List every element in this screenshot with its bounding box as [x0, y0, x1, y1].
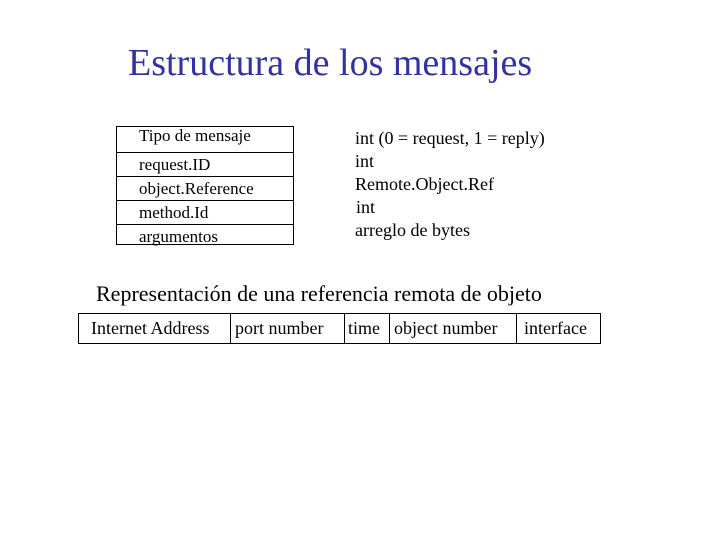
type-method-id: int	[356, 197, 376, 217]
ref-interface: interface	[516, 314, 600, 343]
message-structure-table	[116, 126, 294, 245]
type-message-type: int (0 = request, 1 = reply)	[355, 128, 545, 148]
type-arguments: arreglo de bytes	[355, 220, 470, 240]
field-object-reference: object.Reference	[117, 177, 293, 201]
field-request-id: request.ID	[117, 153, 293, 177]
ref-time: time	[344, 314, 389, 343]
type-object-reference: Remote.Object.Ref	[355, 174, 494, 194]
type-request-id: int	[355, 151, 375, 171]
field-arguments: argumentos	[139, 227, 219, 246]
remote-reference-title: Representación de una referencia remota de objeto	[96, 281, 542, 306]
ref-object-number: object number	[389, 314, 516, 343]
ref-internet-address: Internet Address	[91, 318, 210, 338]
field-types-list	[355, 127, 545, 242]
slide-title: Estructura de los mensajes	[128, 42, 533, 84]
field-method-id: method.Id	[117, 201, 293, 225]
remote-reference-table	[78, 313, 601, 344]
ref-port-number: port number	[230, 314, 344, 343]
field-message-type: Tipo de mensaje	[117, 127, 293, 153]
